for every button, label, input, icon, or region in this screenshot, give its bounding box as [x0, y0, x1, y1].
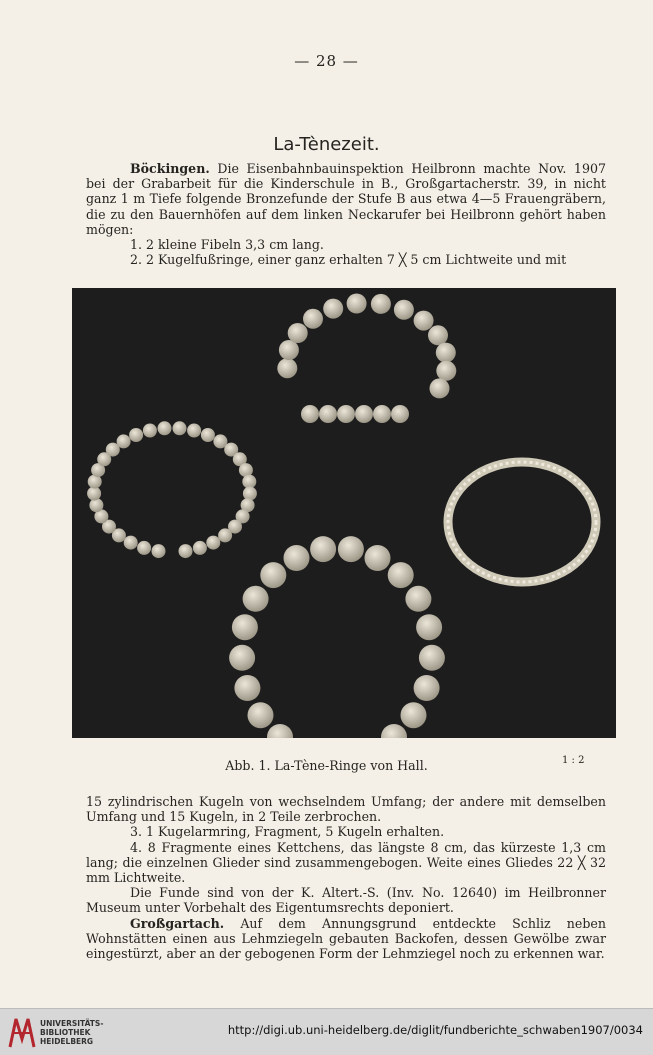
ring-photo-image — [72, 288, 616, 738]
ring-bead — [229, 645, 255, 671]
ring-bead — [193, 541, 207, 555]
bar-bead — [319, 405, 337, 423]
ring-bead — [323, 299, 343, 319]
place-heading-boeckingen: Böckingen. — [130, 161, 210, 176]
list-item-4: 4. 8 Fragmente eines Kettchens, das längste 8 cm, das kürzeste 1,3 cm lang; die einzelnen Glieder sind zusammengebogen. Weite eines Gliedes 22 ╳ 32 mm Lichtweite. — [86, 839, 606, 886]
ring-bead — [279, 340, 299, 360]
bar-bead — [373, 405, 391, 423]
ring-bead — [428, 325, 448, 345]
ring-bead — [179, 544, 193, 558]
top-text-block — [86, 161, 606, 267]
paragraph-text: Die Eisenbahnbauinspektion Heilbronn machte Nov. 1907 bei der Grabarbeit für die Kinderschule in B., Großgartacherstr. 39, in nicht ganz 1 m Tiefe folgende Bronzefunde der Stufe B aus etwa 4—5 Frauengräbern, die zu den Bauernhöfen auf dem linken Neckarufer bei Heilbronn gehört haben mögen: — [86, 161, 606, 237]
bar-bead — [301, 405, 319, 423]
ring-bead — [414, 675, 440, 701]
bottom-text-block — [86, 794, 606, 961]
library-name: UNIVERSITÄTS- BIBLIOTHEK HEIDELBERG — [40, 1019, 104, 1046]
ring-bead — [401, 702, 427, 728]
ring-bead — [288, 323, 308, 343]
ring-bead — [117, 434, 131, 448]
paragraph-text: Auf dem Annungsgrund entdeckte Schliz neben Wohnstätten einen aus Lehmziegeln gebauten Backofen, dessen Gewölbe zwar eingestürzt, aber an der gebogenen Form der Lehmziegel noch zu erkennen war. — [86, 915, 606, 962]
bar-bead — [337, 405, 355, 423]
list-item-3: 3. 1 Kugelarmring, Fragment, 5 Kugeln erhalten. — [130, 824, 445, 840]
ring-bead — [430, 378, 450, 398]
ring-bead — [187, 424, 201, 438]
ring-bead — [243, 487, 257, 501]
bar-bead — [355, 405, 373, 423]
ring-bead — [234, 675, 260, 701]
ring-bead — [416, 614, 442, 640]
place-heading-grossgartach: Großgartach. — [130, 915, 225, 931]
figure-photo — [72, 288, 616, 738]
continuation-text: 15 zylindrischen Kugeln von wechselndem Umfang; der andere mit demselben Umfang und 15 Kugeln, in 2 Teile zerbrochen. — [86, 794, 606, 825]
page-number: — 28 — — [294, 52, 359, 70]
ring-bead — [303, 309, 323, 329]
ring-bead — [143, 424, 157, 438]
paragraph-boeckingen — [86, 161, 606, 237]
ring-bead — [124, 536, 138, 550]
ring-bead — [87, 487, 101, 501]
ring-bead — [436, 361, 456, 381]
ring-bead — [232, 614, 258, 640]
bar-bead — [391, 405, 409, 423]
ring-bead — [129, 428, 143, 442]
museum-paragraph: Die Funde sind von der K. Altert.-S. (Inv. No. 12640) im Heilbronner Museum unter Vorbehalt des Eigentumsrechts deponiert. — [86, 885, 606, 916]
section-title: La-Tènezeit. — [273, 134, 380, 155]
ring-bead — [277, 358, 297, 378]
ring-bead — [371, 294, 391, 314]
figure-caption: Abb. 1. La-Tène-Ringe von Hall. — [225, 758, 428, 773]
ring-bead — [243, 586, 269, 612]
ring-bead — [310, 536, 336, 562]
ring-bead — [206, 536, 220, 550]
ring-bead — [338, 536, 364, 562]
viewer-footer — [0, 1008, 653, 1055]
ring-bead — [394, 300, 414, 320]
library-logo-icon — [8, 1015, 36, 1049]
list-item-2: 2. 2 Kugelfußringe, einer ganz erhalten 7 ╳ 5 cm Lichtweite und mit — [130, 252, 567, 268]
ring-bead — [242, 475, 256, 489]
ring-bead — [284, 545, 310, 571]
ring-bead — [347, 294, 367, 314]
ring-bead — [218, 528, 232, 542]
ring-bead — [365, 545, 391, 571]
ring-bead — [260, 562, 286, 588]
ring-bead — [388, 562, 414, 588]
ring-bead — [89, 498, 103, 512]
ring-bead — [414, 311, 434, 331]
list-item-1: 1. 2 kleine Fibeln 3,3 cm lang. — [130, 237, 324, 253]
paragraph-grossgartach — [86, 916, 606, 962]
figure-scale: 1 : 2 — [562, 755, 585, 766]
permalink-url[interactable]: http://digi.ub.uni-heidelberg.de/diglit/fundberichte_schwaben1907/0034 — [227, 1023, 643, 1037]
ring-bead — [158, 421, 172, 435]
ring-bead — [419, 645, 445, 671]
ring-bead — [436, 343, 456, 363]
ring-bead — [248, 702, 274, 728]
ring-bead — [173, 421, 187, 435]
ring-bead — [137, 541, 151, 555]
ring-bead — [152, 544, 166, 558]
ring-bead — [201, 428, 215, 442]
ring-bead — [405, 586, 431, 612]
